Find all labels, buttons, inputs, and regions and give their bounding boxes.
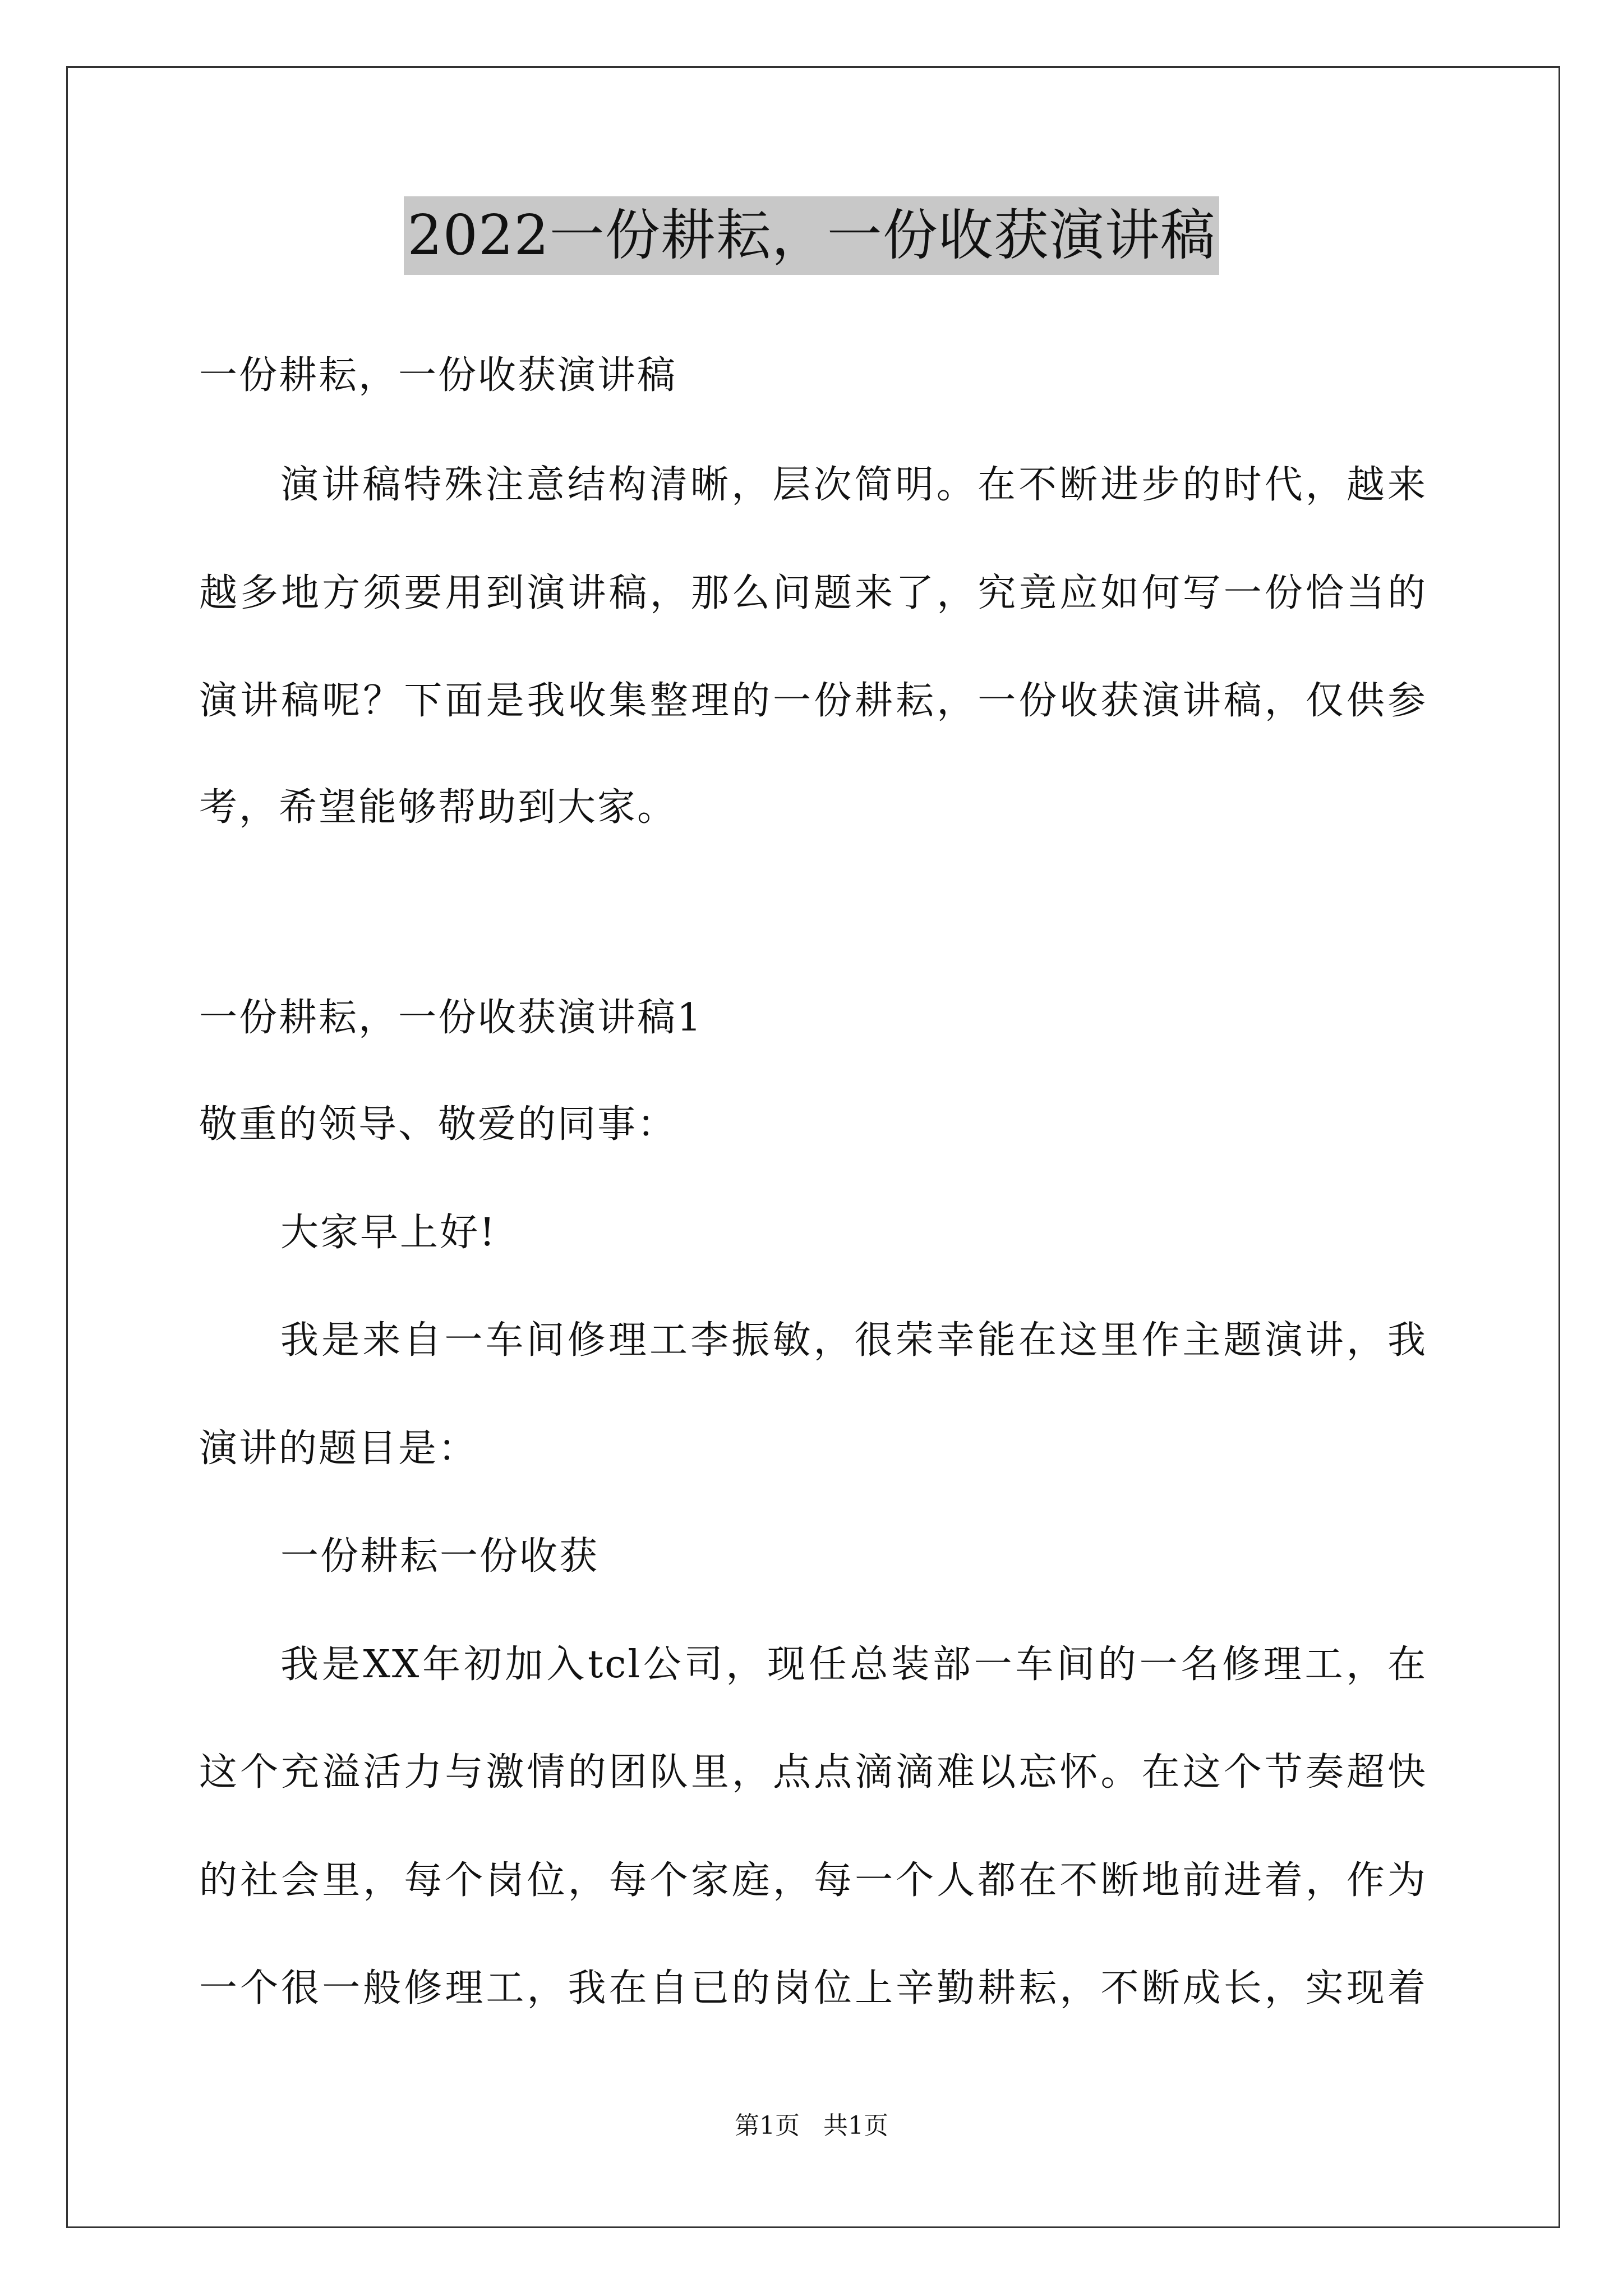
paragraph-line: 考，希望能够帮助到大家。 [199, 785, 677, 830]
section-heading: 一份耕耘，一份收获演讲稿 [199, 353, 677, 398]
paragraph-line: 的社会里，每个岗位，每个家庭，每一个人都在不断地前进着，作为 [199, 1858, 1427, 1903]
speech-title: 一份耕耘一份收获 [280, 1534, 600, 1579]
paragraph-line: 一个很一般修理工，我在自已的岗位上辛勤耕耘，不断成长，实现着 [199, 1966, 1427, 2010]
paragraph-line: 演讲的题目是： [199, 1427, 478, 1471]
paragraph-line: 我是来自一车间修理工李振敏，很荣幸能在这里作主题演讲，我 [280, 1318, 1427, 1363]
paragraph-line: 演讲稿呢？下面是我收集整理的一份耕耘，一份收获演讲稿，仅供参 [199, 679, 1427, 723]
section-heading: 一份耕耘，一份收获演讲稿1 [199, 996, 703, 1040]
document-title: 2022一份耕耘，一份收获演讲稿 [404, 196, 1219, 275]
paragraph-line: 演讲稿特殊注意结构清晰，层次简明。在不断进步的时代，越来 [280, 463, 1427, 507]
paragraph-line: 这个充溢活力与激情的团队里，点点滴滴难以忘怀。在这个节奏超快 [199, 1750, 1427, 1795]
paragraph-line: 越多地方须要用到演讲稿，那么问题来了，究竟应如何写一份恰当的 [199, 571, 1427, 615]
paragraph-line: 我是XX年初加入tcl公司，现任总装部一车间的一名修理工，在 [280, 1642, 1427, 1687]
page-footer: 第1页 共1页 [735, 2111, 888, 2140]
greeting: 大家早上好! [280, 1211, 497, 1255]
title-container [0, 196, 1623, 275]
salutation: 敬重的领导、敬爱的同事： [199, 1102, 677, 1147]
